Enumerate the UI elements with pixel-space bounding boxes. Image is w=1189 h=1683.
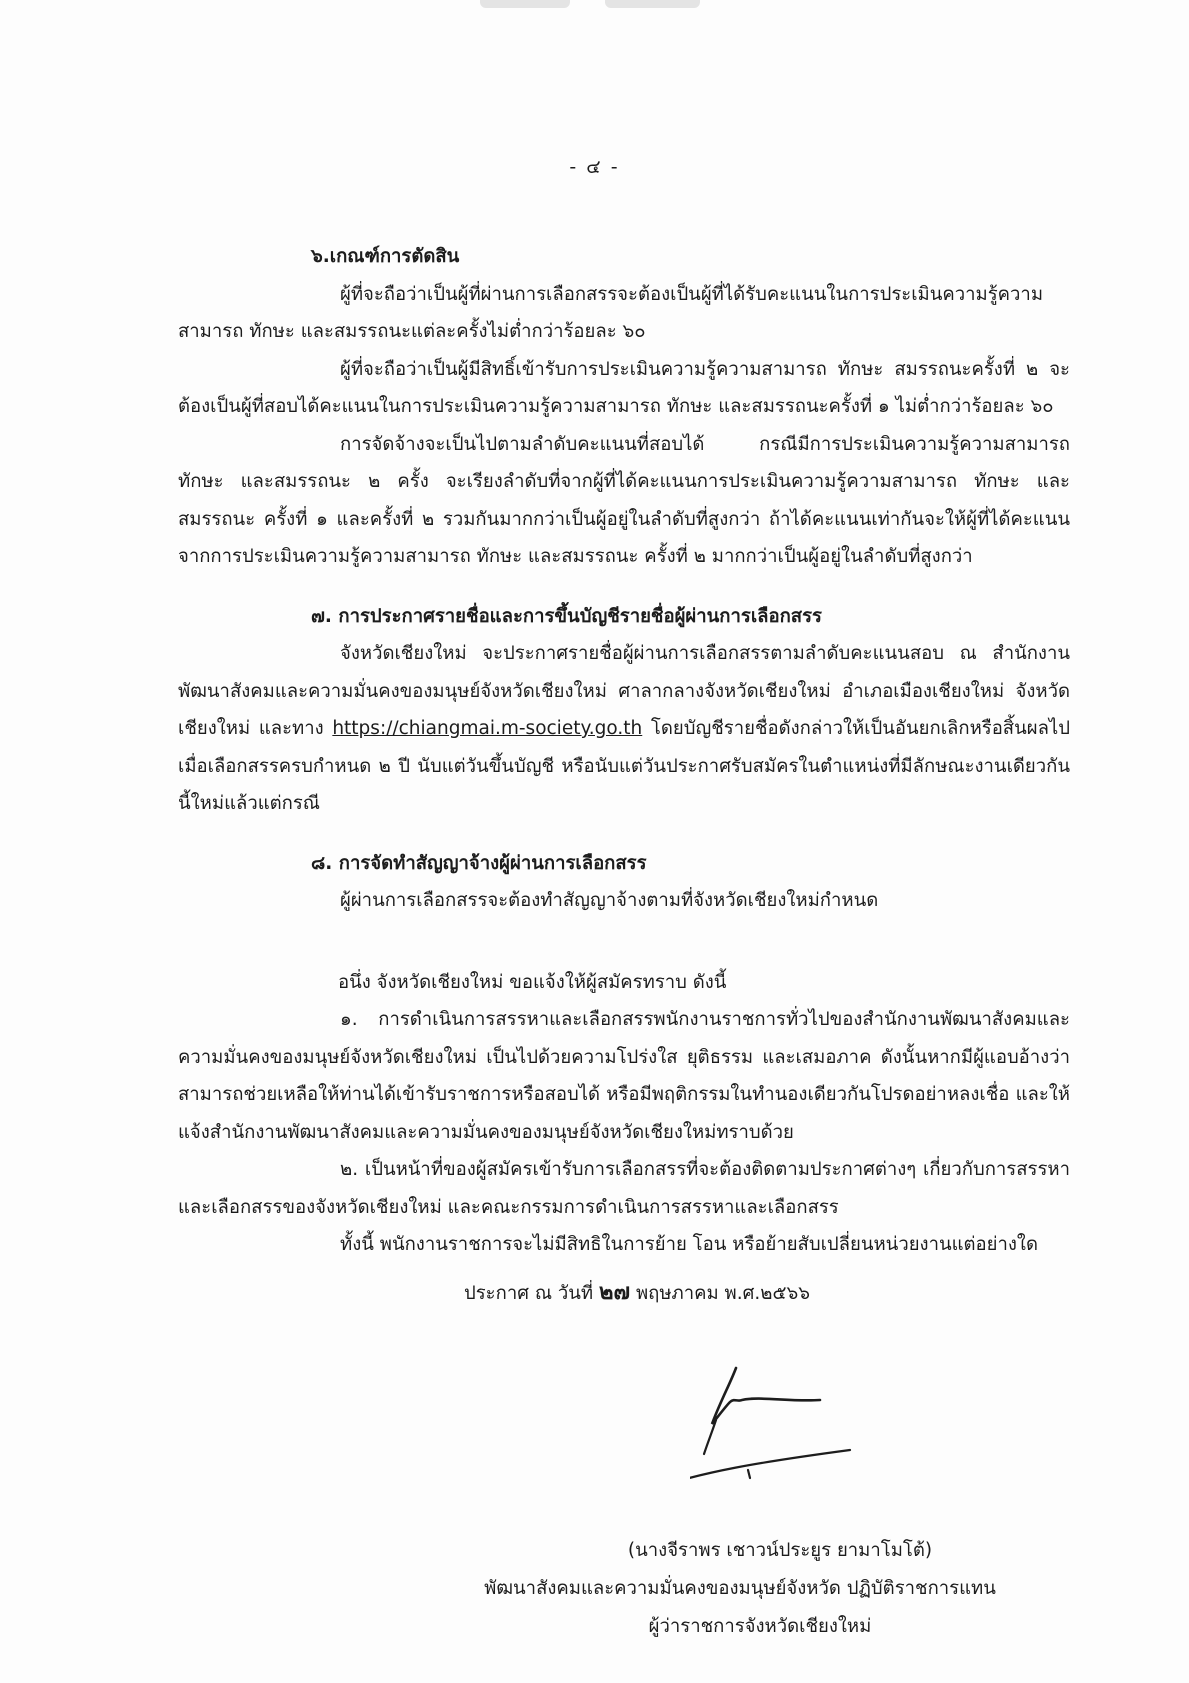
scan-artifact — [605, 0, 700, 8]
announcement-day: ๒๗ — [599, 1279, 631, 1305]
signatory-position: พัฒนาสังคมและความมั่นคงของมนุษย์จังหวัด ปฏิบัติราชการแทน — [484, 1578, 996, 1599]
document-body — [178, 238, 1070, 1312]
section-6-paragraph-3: การจัดจ้างจะเป็นไปตามลำดับคะแนนที่สอบได้ กรณีมีการประเมินความรู้ความสามารถ ทักษะ และสมรรถนะ ๒ ครั้ง จะเรียงลำดับที่จากผู้ที่ได้คะแนนการประเมินความรู้ความสามารถ ทักษะ และสมรรถนะ ครั้งที่ ๑ และครั้งที่ ๒ รวมกันมากกว่าเป็นผู้อยู่ในลำดับที่สูงกว่า ถ้าได้คะแนนเท่ากันจะให้ผู้ที่ได้คะแนนจากการประเมินความรู้ความสามารถ ทักษะ และสมรรถนะ ครั้งที่ ๒ มากกว่าเป็นผู้อยู่ในลำดับที่สูงกว่า — [178, 433, 1070, 567]
section-7-text-after-link: โดยบัญชีรายชื่อดังกล่าวให้เป็นอันยกเลิกหรือสิ้นผลไปเมื่อเลือกสรรครบกำหนด ๒ ปี นับแต่วันขึ้นบัญชี หรือนับแต่วันประกาศรับสมัครในตำแหน่งที่มีลักษณะงานเดียวกันนี้ใหม่แล้วแต่กรณี — [178, 718, 1070, 814]
section-7-text-before-link: จังหวัดเชียงใหม่ จะประกาศรายชื่อผู้ผ่านการเลือกสรรตามลำดับคะแนนสอบ ณ สำนักงานพัฒนาสังคมและความมั่นคงของมนุษย์จังหวัดเชียงใหม่ ศาลากลางจังหวัดเชียงใหม่ อำเภอเมืองเชียงใหม่ จังหวัดเชียงใหม่ และทาง — [178, 643, 1070, 739]
section-7-paragraph — [178, 635, 1070, 823]
section-8-heading: ๘. การจัดทำสัญญาจ้างผู้ผ่านการเลือกสรร — [311, 852, 647, 874]
notice-closing: ทั้งนี้ พนักงานราชการจะไม่มีสิทธิในการย้าย โอน หรือย้ายสับเปลี่ยนหน่วยงานแต่อย่างใด — [340, 1234, 1038, 1255]
notice-intro: อนึ่ง จังหวัดเชียงใหม่ ขอแจ้งให้ผู้สมัครทราบ ดังนี้ — [338, 971, 727, 993]
signature-block — [440, 1532, 1040, 1646]
announcement-date — [178, 1274, 1070, 1313]
website-link[interactable]: https://chiangmai.m-society.go.th — [332, 718, 643, 739]
handwritten-signature — [690, 1362, 870, 1492]
announcement-prefix: ประกาศ ณ วันที่ — [464, 1282, 594, 1304]
notice-item-1: ๑. การดำเนินการสรรหาและเลือกสรรพนักงานราชการทั่วไปของสำนักงานพัฒนาสังคมและความมั่นคงของมนุษย์จังหวัดเชียงใหม่ เป็นไปด้วยความโปร่งใส ยุติธรรม และเสมอภาค ดังนั้นหากมีผู้แอบอ้างว่าสามารถช่วยเหลือให้ท่านได้เข้ารับราชการหรือสอบได้ หรือมีพฤติกรรมในทำนองเดียวกันโปรดอย่าหลงเชื่อ และให้แจ้งสำนักงานพัฒนาสังคมและความมั่นคงของมนุษย์จังหวัดเชียงใหม่ทราบด้วย — [178, 1009, 1070, 1143]
page-number: - ๔ - — [569, 156, 620, 178]
section-7-heading: ๗. การประกาศรายชื่อและการขึ้นบัญชีรายชื่อผู้ผ่านการเลือกสรร — [311, 605, 822, 627]
section-6-heading: ๖.เกณฑ์การตัดสิน — [311, 246, 460, 267]
announcement-month-year: พฤษภาคม พ.ศ.๒๕๖๖ — [635, 1282, 810, 1304]
section-6-paragraph-1: ผู้ที่จะถือว่าเป็นผู้ที่ผ่านการเลือกสรรจะต้องเป็นผู้ที่ได้รับคะแนนในการประเมินความรู้ความสามารถ ทักษะ และสมรรถนะแต่ละครั้งไม่ต่ำกว่าร้อยละ ๖๐ — [178, 283, 1044, 342]
section-6-paragraph-2: ผู้ที่จะถือว่าเป็นผู้มีสิทธิ์เข้ารับการประเมินความรู้ความสามารถ ทักษะ สมรรถนะครั้งที่ ๒ จะต้องเป็นผู้ที่สอบได้คะแนนในการประเมินความรู้ความสามารถ ทักษะ และสมรรถนะครั้งที่ ๑ ไม่ต่ำกว่าร้อยละ ๖๐ — [178, 358, 1070, 417]
section-8-paragraph: ผู้ผ่านการเลือกสรรจะต้องทำสัญญาจ้างตามที่จังหวัดเชียงใหม่กำหนด — [340, 890, 879, 911]
notice-item-2: ๒. เป็นหน้าที่ของผู้สมัครเข้ารับการเลือกสรรที่จะต้องติดตามประกาศต่างๆ เกี่ยวกับการสรรหาและเลือกสรรของจังหวัดเชียงใหม่ และคณะกรรมการดำเนินการสรรหาและเลือกสรร — [178, 1159, 1070, 1218]
signatory-name: (นางจีราพร เชาวน์ประยูร ยามาโมโต้) — [627, 1540, 933, 1561]
signatory-on-behalf: ผู้ว่าราชการจังหวัดเชียงใหม่ — [648, 1616, 872, 1637]
scan-artifact — [480, 0, 570, 8]
